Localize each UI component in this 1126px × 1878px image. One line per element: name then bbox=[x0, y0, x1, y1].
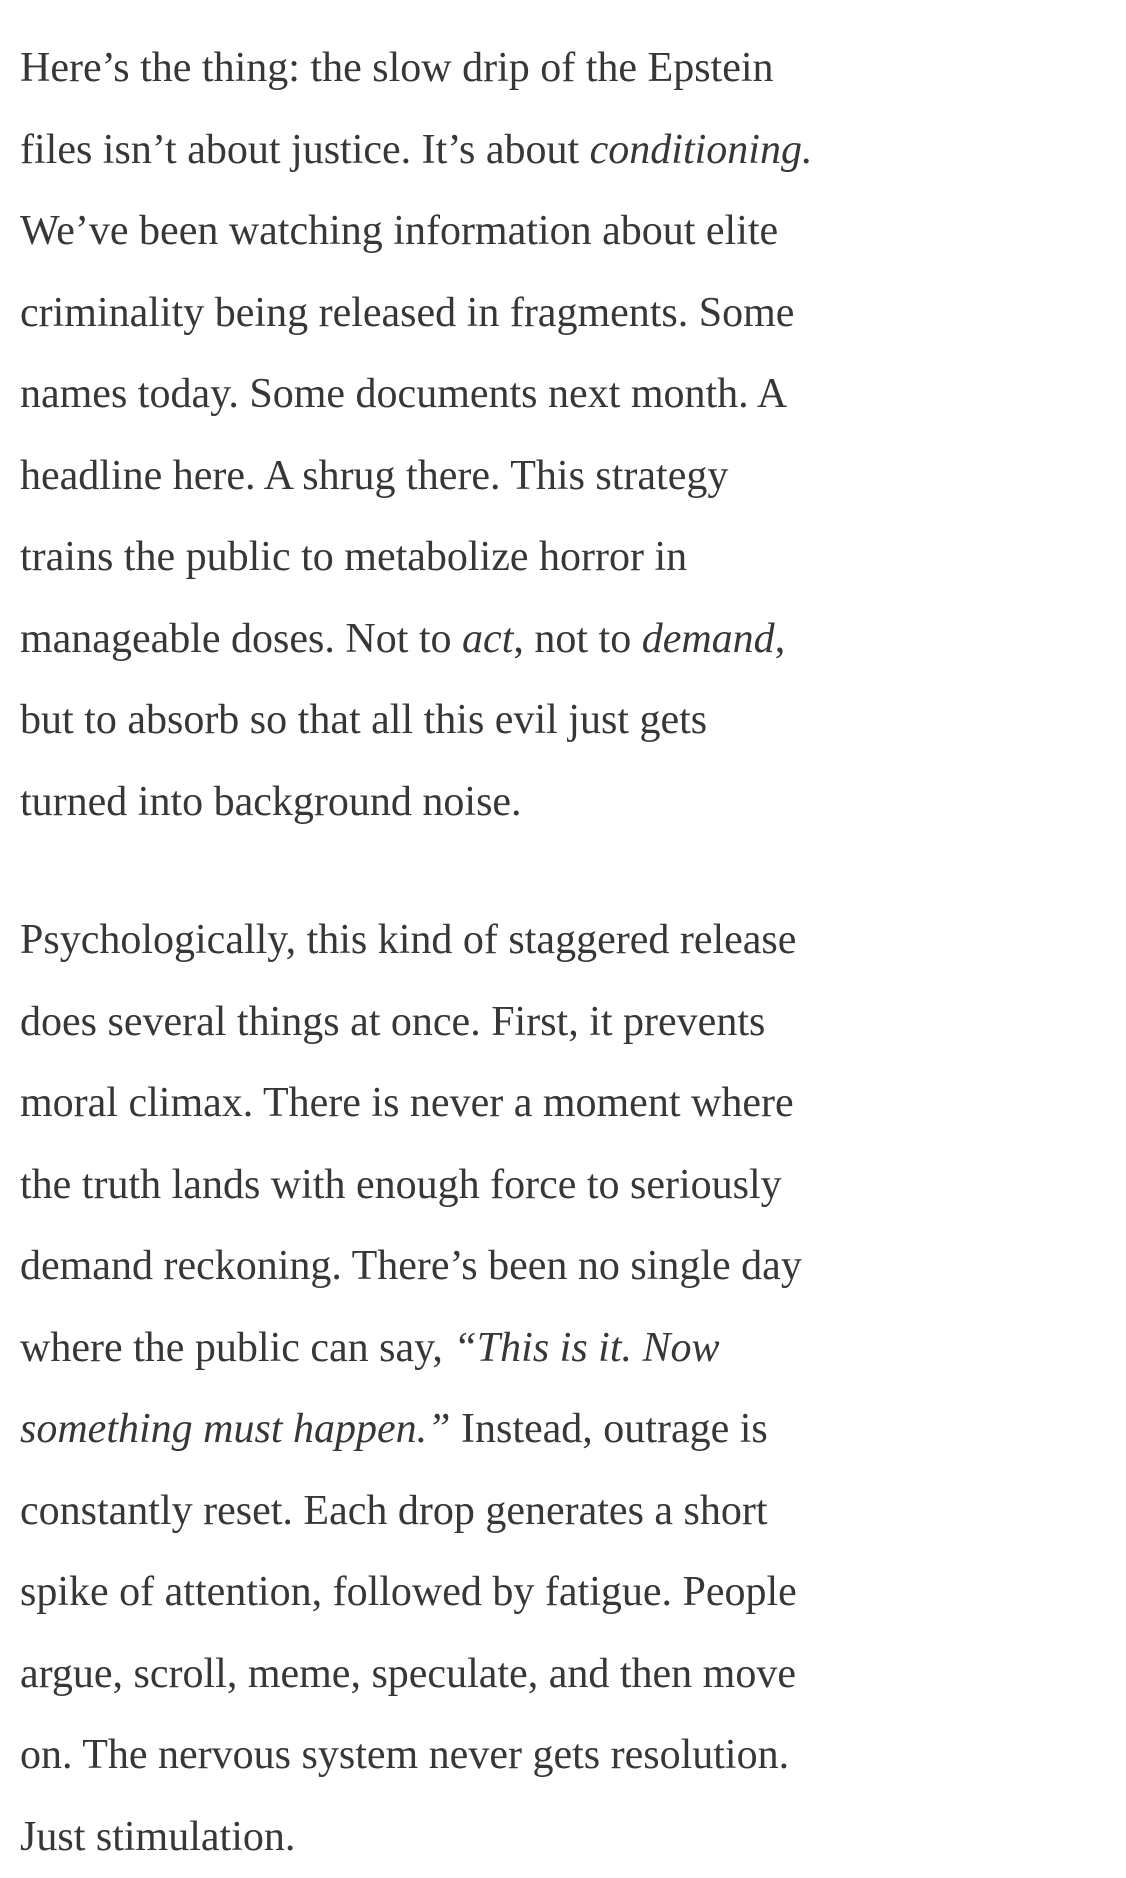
text-run: but to absorb so that all this evil just gets bbox=[20, 697, 707, 743]
text-line bbox=[20, 28, 1106, 110]
text-run: argue, scroll, meme, speculate, and then move bbox=[20, 1651, 796, 1697]
text-line bbox=[20, 1471, 1106, 1553]
text-run: the truth lands with enough force to seriously bbox=[20, 1162, 782, 1208]
text-run: criminality being released in fragments. Some bbox=[20, 290, 794, 336]
article-paragraph bbox=[20, 900, 1106, 1878]
text-run: headline here. A shrug there. This strategy bbox=[20, 453, 728, 499]
text-line bbox=[20, 1634, 1106, 1716]
text-line bbox=[20, 1797, 1106, 1878]
text-line bbox=[20, 1226, 1106, 1308]
text-run: turned into background noise. bbox=[20, 779, 522, 825]
text-run: demand reckoning. There’s been no single day bbox=[20, 1243, 802, 1289]
text-line bbox=[20, 354, 1106, 436]
article-paragraph bbox=[20, 28, 1106, 843]
text-run: , not to bbox=[513, 616, 641, 662]
text-line bbox=[20, 1308, 1106, 1390]
text-run: on. The nervous system never gets resolution. bbox=[20, 1732, 789, 1778]
text-run: trains the public to metabolize horror in bbox=[20, 534, 687, 580]
text-line bbox=[20, 191, 1106, 273]
emphasized-text: demand bbox=[642, 616, 775, 662]
emphasized-text: “This is it. Now bbox=[453, 1325, 719, 1371]
text-run: Here’s the thing: the slow drip of the Epstein bbox=[20, 45, 774, 91]
text-line bbox=[20, 436, 1106, 518]
text-line bbox=[20, 900, 1106, 982]
text-run: spike of attention, followed by fatigue. People bbox=[20, 1569, 797, 1615]
text-line bbox=[20, 110, 1106, 192]
text-line bbox=[20, 273, 1106, 355]
text-line bbox=[20, 762, 1106, 844]
text-run: Psychologically, this kind of staggered release bbox=[20, 917, 796, 963]
text-run: , bbox=[775, 616, 786, 662]
text-run: names today. Some documents next month. A bbox=[20, 371, 787, 417]
emphasized-text: act bbox=[462, 616, 513, 662]
text-line bbox=[20, 599, 1106, 681]
text-run: where the public can say, bbox=[20, 1325, 453, 1371]
emphasized-text: something must happen.” bbox=[20, 1406, 451, 1452]
text-line bbox=[20, 1063, 1106, 1145]
text-line bbox=[20, 1715, 1106, 1797]
text-run: Just stimulation. bbox=[20, 1814, 295, 1860]
text-line bbox=[20, 982, 1106, 1064]
text-line bbox=[20, 1389, 1106, 1471]
text-line bbox=[20, 1552, 1106, 1634]
text-run: We’ve been watching information about elite bbox=[20, 208, 778, 254]
text-line bbox=[20, 1145, 1106, 1227]
text-line bbox=[20, 517, 1106, 599]
text-run: constantly reset. Each drop generates a short bbox=[20, 1488, 768, 1534]
text-run: files isn’t about justice. It’s about bbox=[20, 127, 590, 173]
text-line bbox=[20, 680, 1106, 762]
text-run: moral climax. There is never a moment where bbox=[20, 1080, 794, 1126]
emphasized-text: conditioning. bbox=[590, 127, 813, 173]
text-run: Instead, outrage is bbox=[451, 1406, 768, 1452]
text-run: manageable doses. Not to bbox=[20, 616, 462, 662]
text-run: does several things at once. First, it prevents bbox=[20, 999, 765, 1045]
